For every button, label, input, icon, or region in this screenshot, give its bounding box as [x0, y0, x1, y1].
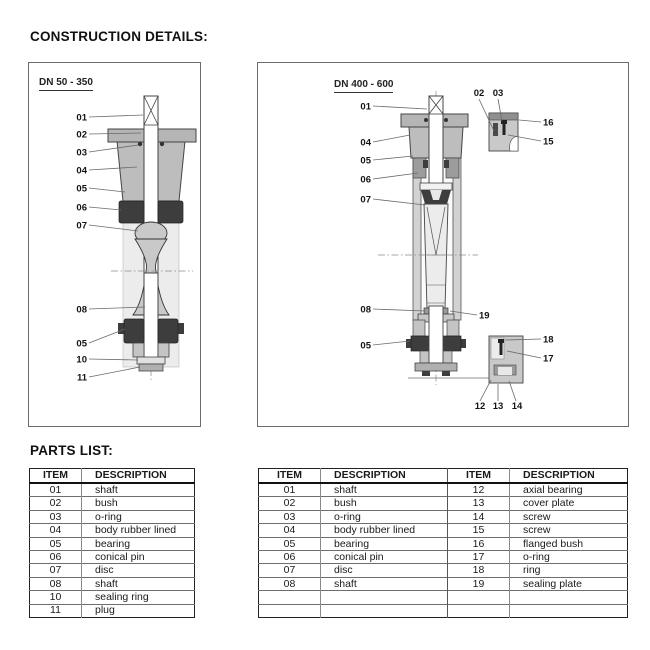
item-cell: 19	[448, 577, 510, 590]
description-cell: sealing plate	[510, 577, 628, 590]
item-cell: 03	[259, 510, 321, 523]
bush-section	[493, 123, 498, 136]
callout-16: 16	[543, 117, 554, 129]
description-cell: flanged bush	[510, 537, 628, 550]
bottom-flange	[415, 363, 457, 371]
callout-03: 03	[76, 147, 87, 159]
lower-bearing-left	[411, 336, 431, 351]
parts-table-row	[30, 550, 195, 563]
bearing-upper-right	[444, 160, 449, 168]
callout-04: 04	[76, 165, 87, 177]
item-cell: 11	[30, 604, 82, 617]
callout-13: 13	[492, 401, 504, 412]
item-cell: 01	[30, 483, 82, 497]
description-cell	[510, 604, 628, 617]
parts-table-row	[259, 524, 628, 537]
item-cell	[259, 591, 321, 604]
item-cell	[448, 591, 510, 604]
valve-drawing-dn400-600	[258, 63, 628, 426]
description-cell: shaft	[321, 577, 448, 590]
description-cell: disc	[321, 564, 448, 577]
description-cell: o-ring	[321, 510, 448, 523]
parts-table-row	[30, 510, 195, 523]
callout-19: 19	[479, 310, 490, 322]
cover-plate-inner	[498, 367, 512, 375]
top-detail-view	[489, 113, 518, 151]
parts-table-row	[259, 564, 628, 577]
description-cell: body rubber lined	[321, 524, 448, 537]
callout-01: 01	[76, 112, 87, 124]
parts-table-row	[30, 577, 195, 590]
callout-05: 05	[360, 155, 371, 167]
description-cell: conical pin	[82, 550, 195, 563]
plug	[139, 364, 163, 371]
callout-05-lower: 05	[76, 338, 87, 350]
description-cell: bush	[321, 497, 448, 510]
callout-17: 17	[543, 353, 554, 365]
screw-head	[498, 339, 504, 343]
callout-01: 01	[360, 101, 371, 113]
callout-05: 05	[76, 183, 87, 195]
lower-bearing-left	[124, 319, 144, 343]
item-cell: 18	[448, 564, 510, 577]
item-cell: 15	[448, 524, 510, 537]
callout-07: 07	[76, 220, 87, 232]
callout-06: 06	[360, 174, 371, 186]
size-range-label-dn50: DN 50 - 350	[39, 77, 93, 91]
construction-details-title: CONSTRUCTION DETAILS:	[30, 29, 208, 44]
description-cell: conical pin	[321, 550, 448, 563]
callout-07: 07	[360, 194, 371, 206]
description-cell: plug	[82, 604, 195, 617]
lower-shaft	[144, 273, 158, 359]
sealing-ring	[137, 357, 165, 364]
screw-shank	[503, 124, 506, 135]
callout-02: 02	[76, 129, 87, 141]
parts-table-row	[259, 497, 628, 510]
callout-15: 15	[543, 136, 554, 148]
parts-table-row	[259, 510, 628, 523]
description-cell	[321, 591, 448, 604]
item-cell: 02	[259, 497, 321, 510]
lower-bearing-right	[441, 336, 461, 351]
item-cell: 04	[30, 524, 82, 537]
header-row	[30, 469, 195, 484]
disc-spindle	[424, 204, 448, 308]
item-cell: 05	[259, 537, 321, 550]
screw-shank	[500, 343, 503, 355]
step-right	[447, 320, 459, 336]
diagram-panel-dn400-600	[257, 62, 629, 427]
item-cell: 01	[259, 483, 321, 497]
item-cell: 08	[30, 577, 82, 590]
bearing-upper-left	[423, 160, 428, 168]
lower-shaft	[429, 306, 443, 363]
item-cell: 17	[448, 550, 510, 563]
bearing-ear-left	[406, 339, 411, 348]
callout-labels	[76, 113, 87, 384]
parts-table-row	[30, 537, 195, 550]
step-left	[413, 320, 425, 336]
parts-table-row	[259, 537, 628, 550]
description-cell: axial bearing	[510, 483, 628, 497]
description-cell: ring	[510, 564, 628, 577]
item-cell: 12	[448, 483, 510, 497]
item-cell: 02	[30, 497, 82, 510]
parts-table-row	[259, 604, 628, 617]
parts-table-row	[30, 483, 195, 497]
parts-table-row	[30, 591, 195, 604]
bearing-ear-right	[461, 339, 466, 348]
description-cell: bearing	[82, 537, 195, 550]
item-cell: 07	[259, 564, 321, 577]
callout-08: 08	[360, 304, 371, 316]
callout-11: 11	[76, 372, 87, 384]
o-ring-right	[444, 118, 448, 122]
item-cell: 04	[259, 524, 321, 537]
o-ring-right	[160, 142, 164, 146]
size-range-label-dn400: DN 400 - 600	[334, 79, 393, 93]
description-cell	[510, 591, 628, 604]
item-cell: 03	[30, 510, 82, 523]
description-cell: shaft	[82, 483, 195, 497]
item-cell: 13	[448, 497, 510, 510]
description-cell: shaft	[321, 483, 448, 497]
hub-bar	[420, 183, 452, 190]
description-cell: sealing ring	[82, 591, 195, 604]
callout-12: 12	[474, 401, 486, 412]
body-wall-left	[413, 158, 421, 320]
item-cell: 14	[448, 510, 510, 523]
header-row	[259, 469, 628, 484]
description-cell: screw	[510, 524, 628, 537]
description-cell: o-ring	[510, 550, 628, 563]
parts-table-row	[30, 564, 195, 577]
callout-08: 08	[76, 304, 87, 316]
description-column-header: DESCRIPTION	[510, 469, 628, 484]
item-cell: 07	[30, 564, 82, 577]
item-cell: 08	[259, 577, 321, 590]
bottom-detail-view	[489, 336, 523, 383]
item-cell	[259, 604, 321, 617]
packing-left	[119, 201, 144, 223]
description-cell: screw	[510, 510, 628, 523]
parts-table-dn50-350	[29, 468, 195, 618]
callout-06: 06	[76, 202, 87, 214]
description-cell: body rubber lined	[82, 524, 195, 537]
bottom-step-left	[133, 343, 144, 357]
description-cell: bush	[82, 497, 195, 510]
description-cell: disc	[82, 564, 195, 577]
description-cell: bearing	[321, 537, 448, 550]
valve-drawing-dn50-350	[29, 63, 200, 426]
item-cell: 10	[30, 591, 82, 604]
item-column-header: ITEM	[30, 469, 82, 484]
item-cell: 06	[259, 550, 321, 563]
valve-body-art	[378, 91, 523, 385]
callout-18: 18	[543, 334, 554, 346]
item-column-header: ITEM	[448, 469, 510, 484]
parts-table-row	[30, 497, 195, 510]
callout-10: 10	[76, 354, 87, 366]
lower-bearing-right	[158, 319, 178, 343]
description-column-header: DESCRIPTION	[82, 469, 195, 484]
foot-right	[442, 371, 450, 376]
parts-table-dn400-600	[258, 468, 628, 618]
description-cell	[321, 604, 448, 617]
parts-table-row	[30, 604, 195, 617]
item-column-header: ITEM	[259, 469, 321, 484]
description-column-header: DESCRIPTION	[321, 469, 448, 484]
parts-table-row	[259, 577, 628, 590]
parts-table-row	[30, 524, 195, 537]
parts-table-row	[259, 591, 628, 604]
o-ring-left	[138, 142, 142, 146]
callout-03: 03	[492, 88, 504, 99]
bottom-step-right	[158, 343, 169, 357]
diagram-panel-dn50-350	[28, 62, 201, 427]
item-cell: 06	[30, 550, 82, 563]
callout-14: 14	[511, 401, 523, 412]
body-wall-right	[453, 158, 461, 320]
parts-list-title: PARTS LIST:	[30, 443, 113, 458]
description-cell: shaft	[82, 577, 195, 590]
callout-05-lower: 05	[360, 340, 371, 352]
o-ring-left	[424, 118, 428, 122]
item-cell: 16	[448, 537, 510, 550]
callout-04: 04	[360, 137, 371, 149]
packing-right	[158, 201, 183, 223]
callout-02: 02	[473, 88, 485, 99]
parts-table-row	[259, 483, 628, 497]
valve-body-art	[108, 96, 196, 381]
description-cell: o-ring	[82, 510, 195, 523]
description-cell: cover plate	[510, 497, 628, 510]
item-cell: 05	[30, 537, 82, 550]
foot-left	[422, 371, 430, 376]
parts-table-row	[259, 550, 628, 563]
item-cell	[448, 604, 510, 617]
